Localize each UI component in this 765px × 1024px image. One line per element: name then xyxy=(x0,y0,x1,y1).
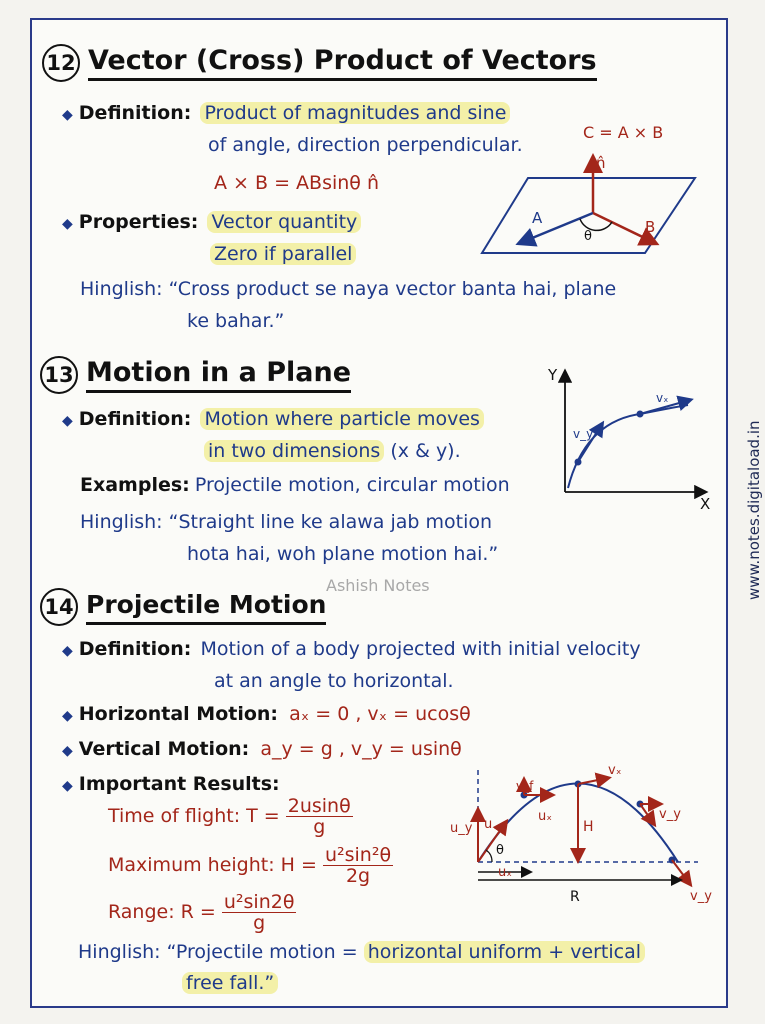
diamond-bullet-icon: ◆ xyxy=(62,708,73,724)
vy-label: v_y xyxy=(573,427,594,441)
s13-examples: Examples: Projectile motion, circular motion xyxy=(80,474,510,496)
diamond-bullet-icon: ◆ xyxy=(62,107,73,123)
diamond-bullet-icon: ◆ xyxy=(62,743,73,759)
uy-label: u_y xyxy=(450,821,473,836)
watermark-text: Ashish Notes xyxy=(326,576,430,595)
section-number: 13 xyxy=(40,356,78,394)
projectile-diagram xyxy=(440,760,718,920)
ux-mid-label: uₓ xyxy=(538,809,553,824)
s14-definition: ◆ Definition: Motion of a body projected with initial velocity xyxy=(62,638,641,660)
diamond-bullet-icon: ◆ xyxy=(62,216,73,232)
hinglish-line2: ke bahar.” xyxy=(187,310,285,332)
s14-vertical: ◆ Vertical Motion: a_y = g , v_y = usinθ xyxy=(62,738,462,760)
definition-text-line2: of angle, direction perpendicular. xyxy=(208,134,523,156)
diamond-bullet-icon: ◆ xyxy=(62,413,73,429)
section-13-heading xyxy=(40,356,351,394)
section-title: Projectile Motion xyxy=(86,589,326,625)
properties-text: Vector quantity xyxy=(207,211,361,233)
s13-hinglish: Hinglish: “Straight line ke alawa jab motion xyxy=(80,511,493,533)
properties-label: Properties: xyxy=(78,211,199,233)
theta-label: θ xyxy=(584,229,592,244)
s14-hinglish: Hinglish: “Projectile motion = horizontal uniform + vertical xyxy=(78,941,645,963)
y-axis-label: Y xyxy=(548,366,558,384)
s12-definition xyxy=(62,102,510,124)
vy-end-label: v_y xyxy=(690,889,712,904)
s13-definition-line2: in two dimensions (x & y). xyxy=(204,440,461,462)
ux-bottom-label: uₓ xyxy=(498,865,513,880)
section-12-heading xyxy=(42,44,597,82)
properties-text-line2: Zero if parallel xyxy=(210,243,356,265)
hinglish-line2: hota hai, woh plane motion hai.” xyxy=(187,543,499,565)
cross-product-formula: A × B = ABsinθ n̂ xyxy=(214,172,379,194)
a-vector-arrow xyxy=(520,213,593,243)
section-number: 14 xyxy=(40,588,78,626)
definition-line2: at an angle to horizontal. xyxy=(214,670,454,692)
s12-hinglish: Hinglish: “Cross product se naya vector banta hai, plane xyxy=(80,278,617,300)
range: Range: R = $\frac{\text{u²sin2θ}}{g}$ xyxy=(108,891,295,934)
maximum-height: Maximum height: H = $\frac{\text{u²sin²θ}}{2g}$ xyxy=(108,844,392,887)
theta-label: θ xyxy=(496,843,504,858)
u-label: u xyxy=(484,817,493,832)
r-label: R xyxy=(570,889,580,905)
c-label: C = A × B xyxy=(583,123,664,142)
vf-label: v_f xyxy=(516,779,534,793)
definition-text: Product of magnitudes and sine xyxy=(200,102,510,124)
section-14-heading xyxy=(40,588,326,626)
cross-product-diagram xyxy=(470,118,710,268)
s12-properties xyxy=(62,211,361,233)
vx-label: vₓ xyxy=(656,391,669,405)
hinglish-line2: free fall.” xyxy=(182,972,278,994)
vy-right-label: v_y xyxy=(659,807,681,822)
time-of-flight: Time of flight: T = $\frac{2usin\theta}{g}$ xyxy=(108,795,351,838)
n-label: n̂ xyxy=(596,154,606,172)
trajectory-curve xyxy=(568,405,688,488)
x-axis-label: X xyxy=(700,495,711,513)
website-side-text: www.notes.digitaload.in xyxy=(745,420,763,600)
diamond-bullet-icon: ◆ xyxy=(62,778,73,794)
definition-label: Definition: xyxy=(78,102,192,124)
vx-top-label: vₓ xyxy=(608,763,622,778)
diamond-bullet-icon: ◆ xyxy=(62,643,73,659)
section-title: Vector (Cross) Product of Vectors xyxy=(88,45,597,81)
b-label: B xyxy=(645,218,656,236)
section-title: Motion in a Plane xyxy=(86,357,351,393)
a-label: A xyxy=(532,209,543,227)
s14-results: ◆ Important Results: xyxy=(62,773,280,795)
s13-definition: ◆ Definition: Motion where particle moves xyxy=(62,408,484,430)
h-label: H xyxy=(583,819,594,835)
plane-motion-diagram xyxy=(540,362,720,514)
section-number: 12 xyxy=(42,44,80,82)
s14-horizontal: ◆ Horizontal Motion: aₓ = 0 , vₓ = ucosθ xyxy=(62,703,471,725)
